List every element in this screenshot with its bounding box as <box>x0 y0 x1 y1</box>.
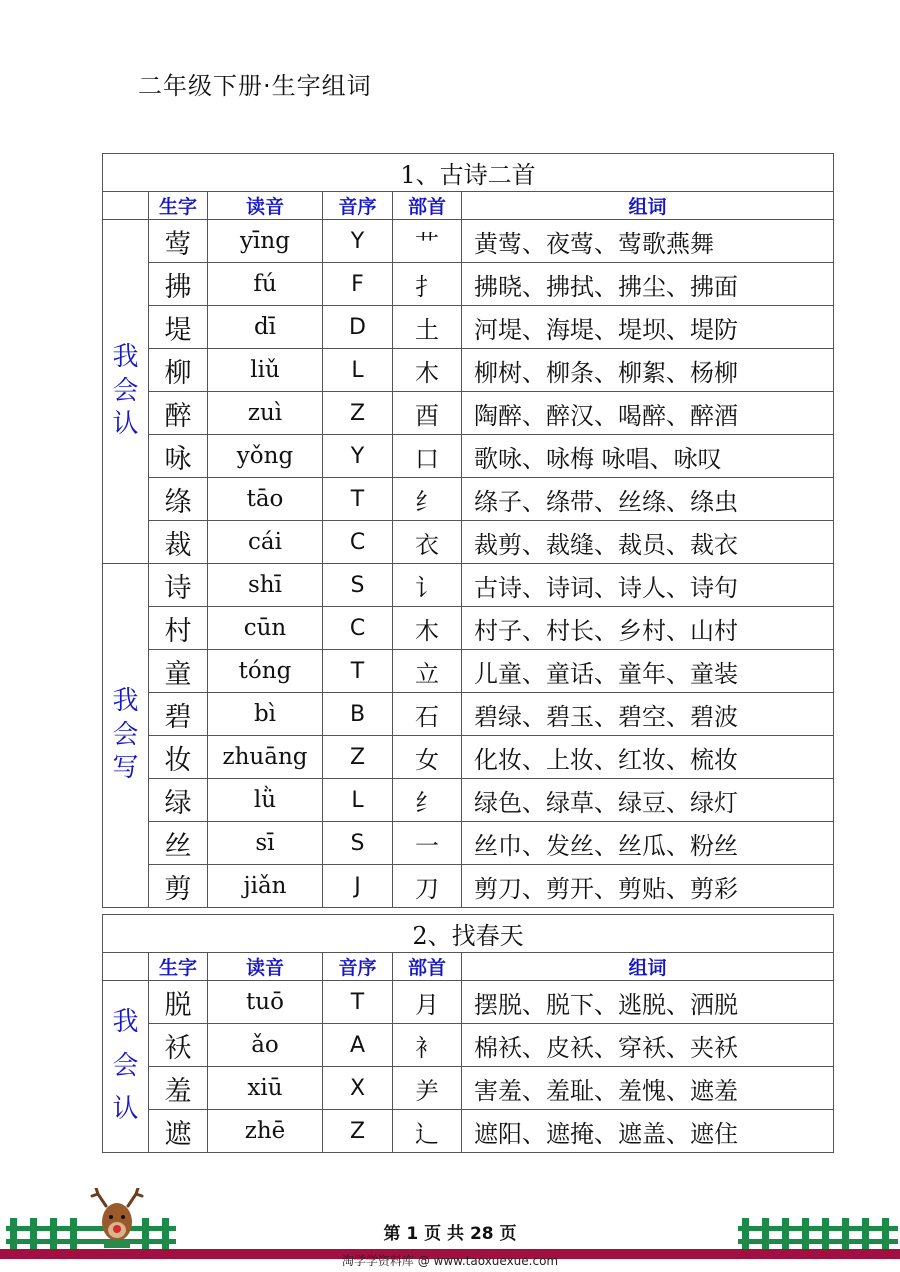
cell-order: F <box>323 263 393 306</box>
header-words: 组词 <box>462 953 834 981</box>
cell-char: 脱 <box>149 981 208 1024</box>
cell-words: 古诗、诗词、诗人、诗句 <box>462 564 834 607</box>
lesson1-table <box>102 153 834 908</box>
table-row <box>103 478 834 521</box>
table-row <box>103 607 834 650</box>
cell-pinyin: tāo <box>208 478 323 521</box>
header-radical: 部首 <box>393 192 462 220</box>
cell-pinyin: lǜ <box>208 779 323 822</box>
cell-radical: 酉 <box>393 392 462 435</box>
cell-pinyin: ǎo <box>208 1024 323 1067</box>
cell-char: 碧 <box>149 693 208 736</box>
cell-char: 绦 <box>149 478 208 521</box>
header-char: 生字 <box>149 192 208 220</box>
cell-radical: 衣 <box>393 521 462 564</box>
cell-words: 拂晓、拂拭、拂尘、拂面 <box>462 263 834 306</box>
cell-radical: 一 <box>393 822 462 865</box>
cell-order: A <box>323 1024 393 1067</box>
group-label-char: 我 <box>112 685 139 716</box>
cell-words: 害羞、羞耻、羞愧、遮羞 <box>462 1067 834 1110</box>
cell-radical: 纟 <box>393 779 462 822</box>
group-label-char: 会 <box>112 1050 139 1081</box>
cell-pinyin: bì <box>208 693 323 736</box>
cell-radical: 口 <box>393 435 462 478</box>
cell-char: 拂 <box>149 263 208 306</box>
cell-order: C <box>323 607 393 650</box>
cell-radical: 月 <box>393 981 462 1024</box>
lesson2-title: 2、找春天 <box>103 915 834 953</box>
cell-char: 童 <box>149 650 208 693</box>
cell-radical: 木 <box>393 607 462 650</box>
header-radical: 部首 <box>393 953 462 981</box>
cell-order: T <box>323 981 393 1024</box>
cell-order: S <box>323 822 393 865</box>
table-row <box>103 564 834 607</box>
table-row <box>103 263 834 306</box>
cell-order: T <box>323 478 393 521</box>
cell-pinyin: zuì <box>208 392 323 435</box>
cell-pinyin: zhuāng <box>208 736 323 779</box>
cell-words: 绿色、绿草、绿豆、绿灯 <box>462 779 834 822</box>
cell-pinyin: sī <box>208 822 323 865</box>
lesson1-title: 1、古诗二首 <box>103 154 834 192</box>
cell-radical: 纟 <box>393 478 462 521</box>
header-order: 音序 <box>323 953 393 981</box>
cell-char: 裁 <box>149 521 208 564</box>
header-blank <box>103 953 149 981</box>
cell-words: 陶醉、醉汉、喝醉、醉酒 <box>462 392 834 435</box>
cell-words: 歌咏、咏梅 咏唱、咏叹 <box>462 435 834 478</box>
lesson2-title-row <box>103 915 834 953</box>
cell-order: L <box>323 349 393 392</box>
cell-pinyin: cūn <box>208 607 323 650</box>
cell-order: T <box>323 650 393 693</box>
table-header-row <box>103 192 834 220</box>
lesson2-table <box>102 914 834 1153</box>
cell-words: 河堤、海堤、堤坝、堤防 <box>462 306 834 349</box>
cell-radical: 木 <box>393 349 462 392</box>
group-label-char: 写 <box>112 753 139 784</box>
table-row <box>103 779 834 822</box>
cell-words: 棉袄、皮袄、穿袄、夹袄 <box>462 1024 834 1067</box>
group-label <box>103 564 149 908</box>
footer-site: 淘学学资料库 @ www.taoxuexue.com <box>341 1254 559 1268</box>
cell-char: 村 <box>149 607 208 650</box>
table-row <box>103 736 834 779</box>
cell-words: 柳树、柳条、柳絮、杨柳 <box>462 349 834 392</box>
table-row <box>103 392 834 435</box>
group-label-char: 认 <box>112 1094 139 1125</box>
cell-words: 丝巾、发丝、丝瓜、粉丝 <box>462 822 834 865</box>
table-row <box>103 1024 834 1067</box>
cell-radical: 土 <box>393 306 462 349</box>
cell-radical: ⺶ <box>393 1067 462 1110</box>
table-row <box>103 865 834 908</box>
page-number: 第 1 页 共 28 页 <box>383 1224 517 1244</box>
page-title: 二年级下册·生字组词 <box>138 72 372 100</box>
group-label-char: 会 <box>112 375 139 406</box>
header-char: 生字 <box>149 953 208 981</box>
table-row <box>103 1110 834 1153</box>
cell-radical: 石 <box>393 693 462 736</box>
cell-char: 莺 <box>149 220 208 263</box>
cell-pinyin: liǔ <box>208 349 323 392</box>
cell-order: Y <box>323 220 393 263</box>
table-row <box>103 220 834 263</box>
cell-radical: 辶 <box>393 1110 462 1153</box>
header-order: 音序 <box>323 192 393 220</box>
table-row <box>103 521 834 564</box>
cell-words: 村子、村长、乡村、山村 <box>462 607 834 650</box>
cell-order: Y <box>323 435 393 478</box>
cell-order: X <box>323 1067 393 1110</box>
cell-char: 咏 <box>149 435 208 478</box>
group-label-char: 认 <box>112 409 139 440</box>
group-label <box>103 220 149 564</box>
cell-char: 堤 <box>149 306 208 349</box>
cell-char: 遮 <box>149 1110 208 1153</box>
cell-pinyin: jiǎn <box>208 865 323 908</box>
cell-radical: 刀 <box>393 865 462 908</box>
cell-pinyin: tóng <box>208 650 323 693</box>
header-blank <box>103 192 149 220</box>
cell-order: Z <box>323 392 393 435</box>
group-label-char: 会 <box>112 719 139 750</box>
cell-pinyin: yǒng <box>208 435 323 478</box>
cell-pinyin: fú <box>208 263 323 306</box>
cell-words: 黄莺、夜莺、莺歌燕舞 <box>462 220 834 263</box>
cell-order: B <box>323 693 393 736</box>
cell-order: Z <box>323 736 393 779</box>
group-label-char: 我 <box>112 341 139 372</box>
cell-words: 遮阳、遮掩、遮盖、遮住 <box>462 1110 834 1153</box>
cell-char: 袄 <box>149 1024 208 1067</box>
header-pinyin: 读音 <box>208 953 323 981</box>
cell-pinyin: shī <box>208 564 323 607</box>
cell-words: 绦子、绦带、丝绦、绦虫 <box>462 478 834 521</box>
cell-words: 碧绿、碧玉、碧空、碧波 <box>462 693 834 736</box>
cell-radical: 女 <box>393 736 462 779</box>
cell-pinyin: tuō <box>208 981 323 1024</box>
cell-order: Z <box>323 1110 393 1153</box>
cell-char: 绿 <box>149 779 208 822</box>
cell-char: 丝 <box>149 822 208 865</box>
cell-order: D <box>323 306 393 349</box>
cell-order: J <box>323 865 393 908</box>
cell-pinyin: xiū <box>208 1067 323 1110</box>
table-row <box>103 306 834 349</box>
table-row <box>103 693 834 736</box>
table-row <box>103 822 834 865</box>
cell-words: 裁剪、裁缝、裁员、裁衣 <box>462 521 834 564</box>
header-pinyin: 读音 <box>208 192 323 220</box>
group-label <box>103 981 149 1153</box>
table-row <box>103 650 834 693</box>
cell-pinyin: yīng <box>208 220 323 263</box>
cell-char: 柳 <box>149 349 208 392</box>
cell-char: 剪 <box>149 865 208 908</box>
cell-words: 儿童、童话、童年、童装 <box>462 650 834 693</box>
cell-words: 摆脱、脱下、逃脱、洒脱 <box>462 981 834 1024</box>
cell-char: 醉 <box>149 392 208 435</box>
cell-order: L <box>323 779 393 822</box>
cell-pinyin: zhē <box>208 1110 323 1153</box>
table-header-row <box>103 953 834 981</box>
table-row <box>103 349 834 392</box>
cell-words: 化妆、上妆、红妆、梳妆 <box>462 736 834 779</box>
cell-radical: 立 <box>393 650 462 693</box>
group-label-char: 我 <box>112 1006 139 1037</box>
table-row <box>103 1067 834 1110</box>
lesson1-title-row <box>103 154 834 192</box>
cell-char: 羞 <box>149 1067 208 1110</box>
cell-radical: 衤 <box>393 1024 462 1067</box>
table-row <box>103 981 834 1024</box>
table-row <box>103 435 834 478</box>
cell-char: 诗 <box>149 564 208 607</box>
cell-radical: 讠 <box>393 564 462 607</box>
header-words: 组词 <box>462 192 834 220</box>
cell-radical: 艹 <box>393 220 462 263</box>
cell-words: 剪刀、剪开、剪贴、剪彩 <box>462 865 834 908</box>
cell-radical: 扌 <box>393 263 462 306</box>
cell-pinyin: cái <box>208 521 323 564</box>
cell-char: 妆 <box>149 736 208 779</box>
cell-pinyin: dī <box>208 306 323 349</box>
cell-order: S <box>323 564 393 607</box>
cell-order: C <box>323 521 393 564</box>
